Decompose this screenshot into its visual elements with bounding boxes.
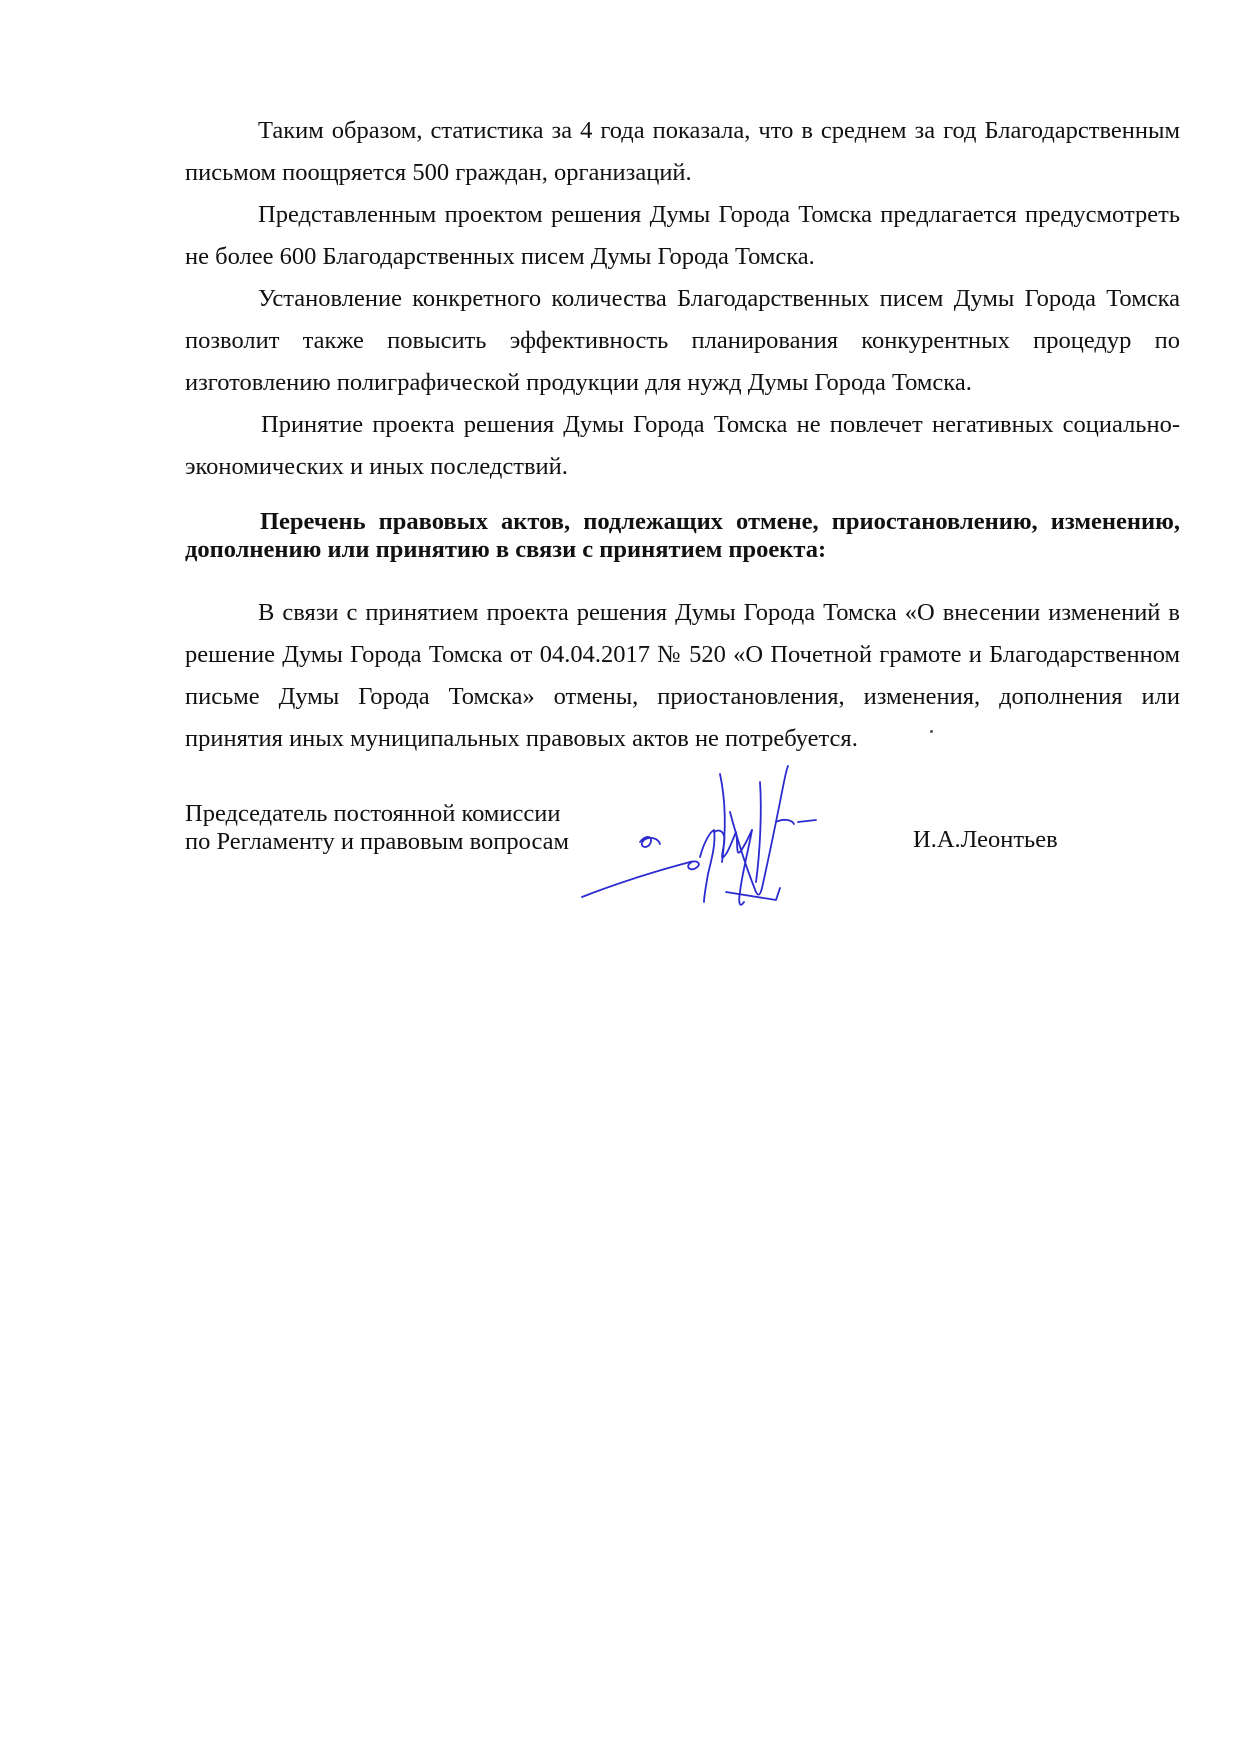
signature-block (185, 792, 1180, 932)
signatory-title-line2: по Регламенту и правовым вопросам (185, 828, 570, 855)
paragraph-proposal: Представленным проектом решения Думы Города Томска предлагается предусмотреть не более 600 Благодарственных писем Думы Города Томска. (185, 201, 1180, 270)
section-heading: Перечень правовых актов, подлежащих отмене, приостановлению, изменению, дополнению или принятию в связи с принятием проекта: (185, 508, 1180, 563)
signatory-name: И.А.Леонтьев (913, 826, 1058, 853)
signatory-title-line1: Председатель постоянной комиссии (185, 800, 561, 827)
paragraph-statistics: Таким образом, статистика за 4 года показала, что в среднем за год Благодарственным письмом поощряется 500 граждан, организаций. (185, 117, 1180, 186)
paragraph-consequences: Принятие проекта решения Думы Города Томска не повлечет негативных социально-экономических и иных последствий. (185, 411, 1180, 480)
paragraph-efficiency: Установление конкретного количества Благодарственных писем Думы Города Томска позволит также повысить эффективность планирования конкурентных процедур по изготовлению полиграфической продукции для нужд Думы Города Томска. (185, 285, 1180, 396)
document-body (185, 110, 1180, 855)
signatory-title (185, 800, 569, 856)
scan-speck (930, 730, 933, 733)
paragraph-legal-acts: В связи с принятием проекта решения Думы Города Томска «О внесении изменений в решение Думы Города Томска от 04.04.2017 № 520 «О Почетной грамоте и Благодарственном письме Думы Города Томска» отмены, приостановления, изменения, дополнения или принятия иных муниципальных правовых актов не потребуется. (185, 599, 1180, 752)
handwritten-signature (580, 762, 840, 932)
